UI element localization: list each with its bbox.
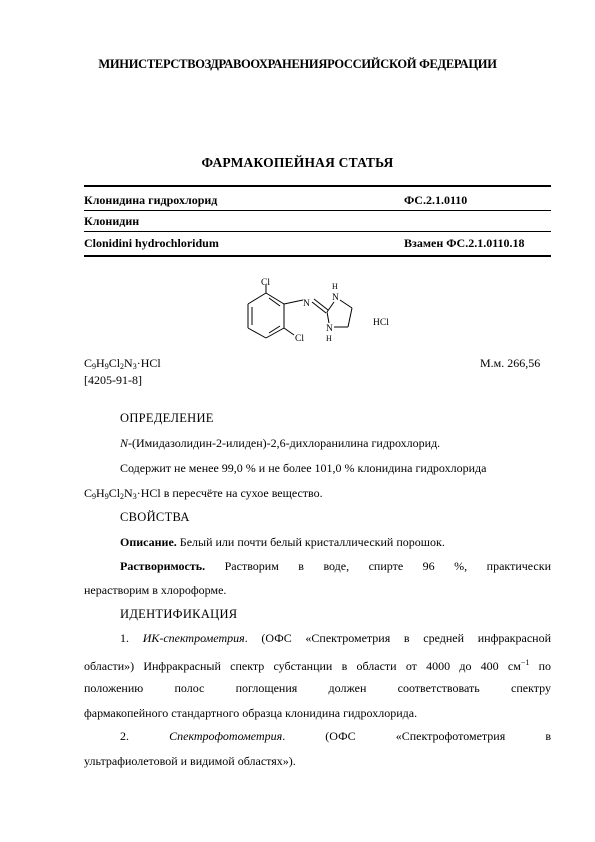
section-properties-heading: СВОЙСТВА bbox=[120, 510, 190, 524]
cl-label-top: Cl bbox=[261, 278, 270, 288]
ring-double-bond bbox=[269, 326, 280, 333]
imidazolidine-bond bbox=[340, 300, 352, 308]
structural-formula bbox=[230, 275, 420, 355]
ring-double-bond bbox=[269, 298, 280, 306]
nh-bottom-h-label: H bbox=[326, 334, 332, 343]
n-bond bbox=[284, 300, 303, 304]
divider-2 bbox=[84, 231, 551, 232]
cl-bond-bottom bbox=[284, 328, 294, 335]
definition-content-line2: $C_9H_9Cl_2N_3\cdot HCl$ в пересчёте на сухое вещество. bbox=[84, 486, 323, 501]
monograph-replaces: Взамен ФС.2.1.0110.18 bbox=[404, 236, 525, 250]
ir-line1: 1. ИК-спектрометрия. (ОФС «Спектрометрия в средней инфракрасной bbox=[120, 631, 551, 645]
nh-top-h-label: H bbox=[332, 282, 338, 291]
ministry-heading: МИНИСТЕРСТВОЗДРАВООХРАНЕНИЯРОССИЙСКОЙ ФЕДЕРАЦИИ bbox=[98, 57, 497, 71]
nh-bottom-n-label: N bbox=[326, 324, 333, 334]
monograph-name-ru: Клонидина гидрохлорид bbox=[84, 193, 218, 207]
description-paragraph: Описание. Белый или почти белый кристаллический порошок. bbox=[120, 535, 445, 549]
ir-line3: положению полос поглощения должен соответствовать спектру bbox=[84, 681, 551, 695]
imidazolidine-bond bbox=[327, 302, 334, 312]
monograph-code: ФС.2.1.0110 bbox=[404, 193, 468, 207]
hcl-label: HCl bbox=[373, 318, 389, 328]
monograph-name-alt: Клонидин bbox=[84, 214, 140, 228]
divider-top bbox=[84, 185, 551, 187]
section-definition-heading: ОПРЕДЕЛЕНИЕ bbox=[120, 411, 214, 425]
imidazolidine-bond bbox=[348, 308, 352, 327]
cas-number: [4205-91-8] bbox=[84, 373, 142, 387]
ring-bond bbox=[248, 328, 266, 338]
divider-1 bbox=[84, 210, 551, 211]
definition-content-line1: Содержит не менее 99,0 % и не более 101,0 % клонидина гидрохлорида bbox=[120, 461, 487, 475]
definition-chemical-name: N-(Имидазолидин-2-илиден)-2,6-дихлоранилина гидрохлорид. bbox=[120, 436, 441, 450]
solubility-line1: Растворимость. Растворим в воде, спирте 96 %, практически bbox=[120, 559, 551, 573]
document-type-title: ФАРМАКОПЕЙНАЯ СТАТЬЯ bbox=[201, 155, 394, 170]
section-identification-heading: ИДЕНТИФИКАЦИЯ bbox=[120, 607, 238, 621]
imidazolidine-bond bbox=[327, 312, 329, 323]
uv-line2: ультрафиолетовой и видимой областях»). bbox=[84, 754, 296, 768]
ir-line4: фармакопейного стандартного образца клонидина гидрохлорида. bbox=[84, 706, 418, 720]
molar-mass: М.м. 266,56 bbox=[480, 356, 541, 370]
nh-top-n-label: N bbox=[332, 293, 339, 303]
molecular-formula: $C_9H_9Cl_2N_3\cdot HCl$ bbox=[84, 356, 161, 371]
imine-double-bond bbox=[312, 302, 326, 313]
cl-label-bottom: Cl bbox=[295, 334, 304, 344]
uv-line1: 2. Спектрофотометрия. (ОФС «Спектрофотометрия в bbox=[120, 729, 552, 743]
divider-bottom bbox=[84, 255, 551, 257]
ring-bond bbox=[248, 293, 266, 304]
ir-line2: области») Инфракрасный спектр субстанции в области от 4000 до 400 $см^{-1}$ по bbox=[84, 658, 552, 673]
n-imine-label: N bbox=[303, 299, 310, 309]
monograph-name-latin: Clonidini hydrochloridum bbox=[84, 236, 219, 250]
imine-double-bond bbox=[314, 299, 328, 310]
solubility-line2: нерастворим в хлороформе. bbox=[84, 583, 227, 597]
